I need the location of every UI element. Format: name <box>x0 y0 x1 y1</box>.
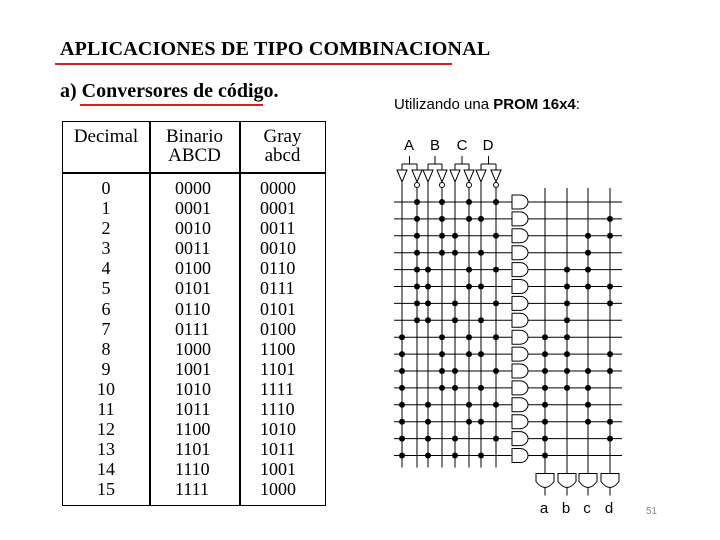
output-connection-dot <box>564 351 570 357</box>
gray-cell: 1000 <box>260 479 296 500</box>
input-label-a: A <box>403 137 415 154</box>
decoder-connection-dot <box>399 385 405 391</box>
decoder-connection-dot <box>452 436 458 442</box>
and-gate <box>512 330 528 344</box>
gray-cell: 1001 <box>260 459 296 480</box>
binary-cell: 1100 <box>175 419 211 440</box>
output-connection-dot <box>542 334 548 340</box>
gray-cell: 1010 <box>260 419 296 440</box>
output-label-c: c <box>583 500 591 517</box>
output-connection-dot <box>585 284 591 290</box>
output-connection-dot <box>607 216 613 222</box>
or-gate <box>579 474 597 488</box>
decoder-connection-dot <box>425 284 431 290</box>
binary-cell: 1011 <box>175 399 211 420</box>
gray-cell: 0110 <box>260 258 296 279</box>
and-gate <box>512 381 528 395</box>
gray-cell: 0111 <box>260 278 295 299</box>
title-underline <box>55 63 452 65</box>
inverter-gate <box>437 170 447 182</box>
decimal-cell: 6 <box>101 298 111 319</box>
output-connection-dot <box>607 300 613 306</box>
gray-cell: 0010 <box>260 238 296 259</box>
output-connection-dot <box>542 368 548 374</box>
and-gate <box>512 195 528 209</box>
decoder-connection-dot <box>399 453 405 459</box>
output-connection-dot <box>542 385 548 391</box>
decoder-connection-dot <box>439 233 445 239</box>
decoder-connection-dot <box>452 300 458 306</box>
header-binary-line1: Binario <box>166 126 223 147</box>
decimal-cell: 3 <box>101 238 111 259</box>
decoder-connection-dot <box>425 267 431 273</box>
decimal-cell: 7 <box>101 318 111 339</box>
binary-cell: 0100 <box>175 258 211 279</box>
decoder-connection-dot <box>478 216 484 222</box>
header-binary-line2: ABCD <box>168 145 221 166</box>
decoder-connection-dot <box>452 368 458 374</box>
table-column-divider <box>239 122 241 505</box>
decoder-connection-dot <box>425 300 431 306</box>
output-connection-dot <box>564 334 570 340</box>
decoder-connection-dot <box>414 233 420 239</box>
decimal-cell: 12 <box>97 419 115 440</box>
decoder-connection-dot <box>466 351 472 357</box>
decimal-cell: 9 <box>101 358 111 379</box>
gray-cell: 1100 <box>260 338 296 359</box>
decoder-connection-dot <box>399 419 405 425</box>
decoder-connection-dot <box>414 250 420 256</box>
decoder-connection-dot <box>452 453 458 459</box>
output-connection-dot <box>542 436 548 442</box>
decoder-connection-dot <box>439 216 445 222</box>
decoder-connection-dot <box>452 317 458 323</box>
output-connection-dot <box>542 419 548 425</box>
and-gate <box>512 280 528 294</box>
binary-cell: 1111 <box>175 479 209 500</box>
decimal-cell: 0 <box>101 178 111 198</box>
gray-cell: 0101 <box>260 298 296 319</box>
prom-structure <box>394 156 622 496</box>
gray-cell: 0100 <box>260 318 296 339</box>
decoder-connection-dot <box>452 250 458 256</box>
header-gray-line1: Gray <box>263 126 302 147</box>
input-label-d: D <box>482 137 494 154</box>
gray-cell: 0000 <box>260 178 296 198</box>
output-connection-dot <box>585 419 591 425</box>
gray-cell: 0011 <box>260 218 296 239</box>
output-connection-dot <box>564 300 570 306</box>
binary-cell: 0010 <box>175 218 211 239</box>
and-gate <box>512 296 528 310</box>
decimal-cell: 2 <box>101 218 111 239</box>
decoder-connection-dot <box>439 368 445 374</box>
decoder-connection-dot <box>493 233 499 239</box>
decoder-connection-dot <box>439 250 445 256</box>
decoder-connection-dot <box>466 267 472 273</box>
decoder-connection-dot <box>493 402 499 408</box>
table-column-divider <box>149 122 151 505</box>
decoder-connection-dot <box>478 419 484 425</box>
inverter-bubble <box>415 183 420 188</box>
gray-cell: 0001 <box>260 198 296 219</box>
decoder-connection-dot <box>478 385 484 391</box>
output-connection-dot <box>607 233 613 239</box>
prom-16x4-diagram <box>380 130 640 530</box>
output-connection-dot <box>607 419 613 425</box>
header-gray <box>240 127 325 165</box>
page-number: 51 <box>646 506 658 517</box>
or-gate <box>558 474 576 488</box>
input-label-b: B <box>429 137 441 154</box>
decoder-connection-dot <box>493 436 499 442</box>
prom-caption-bold: PROM 16x4 <box>493 96 576 113</box>
decoder-connection-dot <box>466 334 472 340</box>
output-connection-dot <box>585 267 591 273</box>
output-label-b: b <box>561 500 571 517</box>
decoder-connection-dot <box>439 334 445 340</box>
and-gate <box>512 398 528 412</box>
decoder-connection-dot <box>493 199 499 205</box>
output-connection-dot <box>542 402 548 408</box>
decoder-connection-dot <box>399 334 405 340</box>
header-gray-line2: abcd <box>264 145 301 166</box>
decoder-connection-dot <box>425 453 431 459</box>
decoder-connection-dot <box>425 402 431 408</box>
decoder-connection-dot <box>466 284 472 290</box>
gray-cell: 1110 <box>260 399 295 420</box>
decoder-connection-dot <box>414 216 420 222</box>
decoder-connection-dot <box>478 250 484 256</box>
output-connection-dot <box>607 368 613 374</box>
decoder-connection-dot <box>478 317 484 323</box>
and-gate <box>512 347 528 361</box>
binary-cell: 0110 <box>175 298 211 319</box>
decoder-connection-dot <box>466 402 472 408</box>
binary-cell: 1110 <box>175 459 210 480</box>
prom-connections <box>399 199 613 459</box>
decimal-cell: 4 <box>101 258 111 279</box>
and-gate <box>512 229 528 243</box>
and-gate <box>512 246 528 260</box>
decoder-connection-dot <box>478 453 484 459</box>
decimal-cell: 15 <box>97 479 115 500</box>
decimal-cell: 1 <box>101 198 111 219</box>
decoder-connection-dot <box>478 284 484 290</box>
decoder-connection-dot <box>466 419 472 425</box>
output-connection-dot <box>585 385 591 391</box>
decimal-cell: 10 <box>97 378 115 399</box>
binary-cell: 1101 <box>175 439 211 460</box>
or-gate <box>601 474 619 488</box>
prom-labels <box>404 137 613 517</box>
subtitle-underline <box>80 104 263 106</box>
binary-cell: 1001 <box>175 358 211 379</box>
inverter-gate <box>491 170 501 182</box>
binary-cell: 0001 <box>175 198 211 219</box>
output-connection-dot <box>585 402 591 408</box>
decoder-connection-dot <box>439 385 445 391</box>
inverter-bubble <box>467 183 472 188</box>
binary-cell: 0111 <box>175 318 210 339</box>
decoder-connection-dot <box>425 317 431 323</box>
table-header-divider <box>63 172 325 174</box>
decoder-connection-dot <box>425 436 431 442</box>
code-conversion-table <box>62 121 326 506</box>
binary-column <box>175 178 211 500</box>
prom-caption-prefix: Utilizando una <box>394 96 494 113</box>
header-binary <box>150 127 239 165</box>
output-connection-dot <box>542 351 548 357</box>
inverter-gate <box>412 170 422 182</box>
and-gate <box>512 313 528 327</box>
decoder-connection-dot <box>399 436 405 442</box>
buffer-gate <box>450 170 460 182</box>
decoder-connection-dot <box>414 317 420 323</box>
decoder-connection-dot <box>399 368 405 374</box>
output-connection-dot <box>564 267 570 273</box>
and-gate <box>512 263 528 277</box>
decimal-cell: 13 <box>97 439 115 460</box>
decoder-connection-dot <box>493 300 499 306</box>
decoder-connection-dot <box>452 233 458 239</box>
output-connection-dot <box>585 250 591 256</box>
output-connection-dot <box>542 453 548 459</box>
decoder-connection-dot <box>425 419 431 425</box>
decoder-connection-dot <box>493 334 499 340</box>
output-connection-dot <box>564 317 570 323</box>
decoder-connection-dot <box>493 368 499 374</box>
or-gate <box>536 474 554 488</box>
and-gate <box>512 432 528 446</box>
decoder-connection-dot <box>466 216 472 222</box>
output-connection-dot <box>607 351 613 357</box>
output-connection-dot <box>585 233 591 239</box>
binary-cell: 0000 <box>175 178 211 198</box>
decoder-connection-dot <box>452 385 458 391</box>
decoder-connection-dot <box>399 351 405 357</box>
header-decimal <box>63 127 149 146</box>
decimal-cell: 8 <box>101 338 111 359</box>
output-label-a: a <box>539 500 549 517</box>
section-subtitle: a) Conversores de código. <box>60 80 279 102</box>
buffer-gate <box>476 170 486 182</box>
and-gate <box>512 212 528 226</box>
output-connection-dot <box>607 436 613 442</box>
prom-caption-suffix: : <box>575 96 580 113</box>
inverter-gate <box>464 170 474 182</box>
gray-cell: 1111 <box>260 378 294 399</box>
input-label-c: C <box>456 137 468 154</box>
and-gate <box>512 415 528 429</box>
decoder-connection-dot <box>414 267 420 273</box>
binary-cell: 1000 <box>175 338 211 359</box>
gray-column <box>260 178 296 500</box>
output-connection-dot <box>564 284 570 290</box>
inverter-bubble <box>494 183 499 188</box>
buffer-gate <box>423 170 433 182</box>
and-gate <box>512 364 528 378</box>
buffer-gate <box>397 170 407 182</box>
gray-cell: 1011 <box>260 439 296 460</box>
decoder-connection-dot <box>439 199 445 205</box>
decimal-column <box>63 178 149 500</box>
binary-cell: 1010 <box>175 378 211 399</box>
decoder-connection-dot <box>399 402 405 408</box>
decoder-connection-dot <box>466 199 472 205</box>
output-connection-dot <box>564 368 570 374</box>
prom-caption <box>394 96 580 113</box>
output-connection-dot <box>585 368 591 374</box>
output-connection-dot <box>607 284 613 290</box>
inverter-bubble <box>440 183 445 188</box>
decimal-cell: 11 <box>97 399 115 420</box>
decoder-connection-dot <box>414 199 420 205</box>
decoder-connection-dot <box>478 351 484 357</box>
decoder-connection-dot <box>493 267 499 273</box>
output-connection-dot <box>564 385 570 391</box>
decoder-connection-dot <box>414 284 420 290</box>
output-label-d: d <box>604 500 614 517</box>
page-title: APLICACIONES DE TIPO COMBINACIONAL <box>60 38 491 60</box>
decimal-cell: 5 <box>101 278 111 299</box>
decoder-connection-dot <box>439 351 445 357</box>
decimal-cell: 14 <box>97 459 115 480</box>
and-gate <box>512 449 528 463</box>
binary-cell: 0101 <box>175 278 211 299</box>
header-decimal-line1: Decimal <box>73 126 139 147</box>
binary-cell: 0011 <box>175 238 211 259</box>
decoder-connection-dot <box>414 300 420 306</box>
gray-cell: 1101 <box>260 358 296 379</box>
